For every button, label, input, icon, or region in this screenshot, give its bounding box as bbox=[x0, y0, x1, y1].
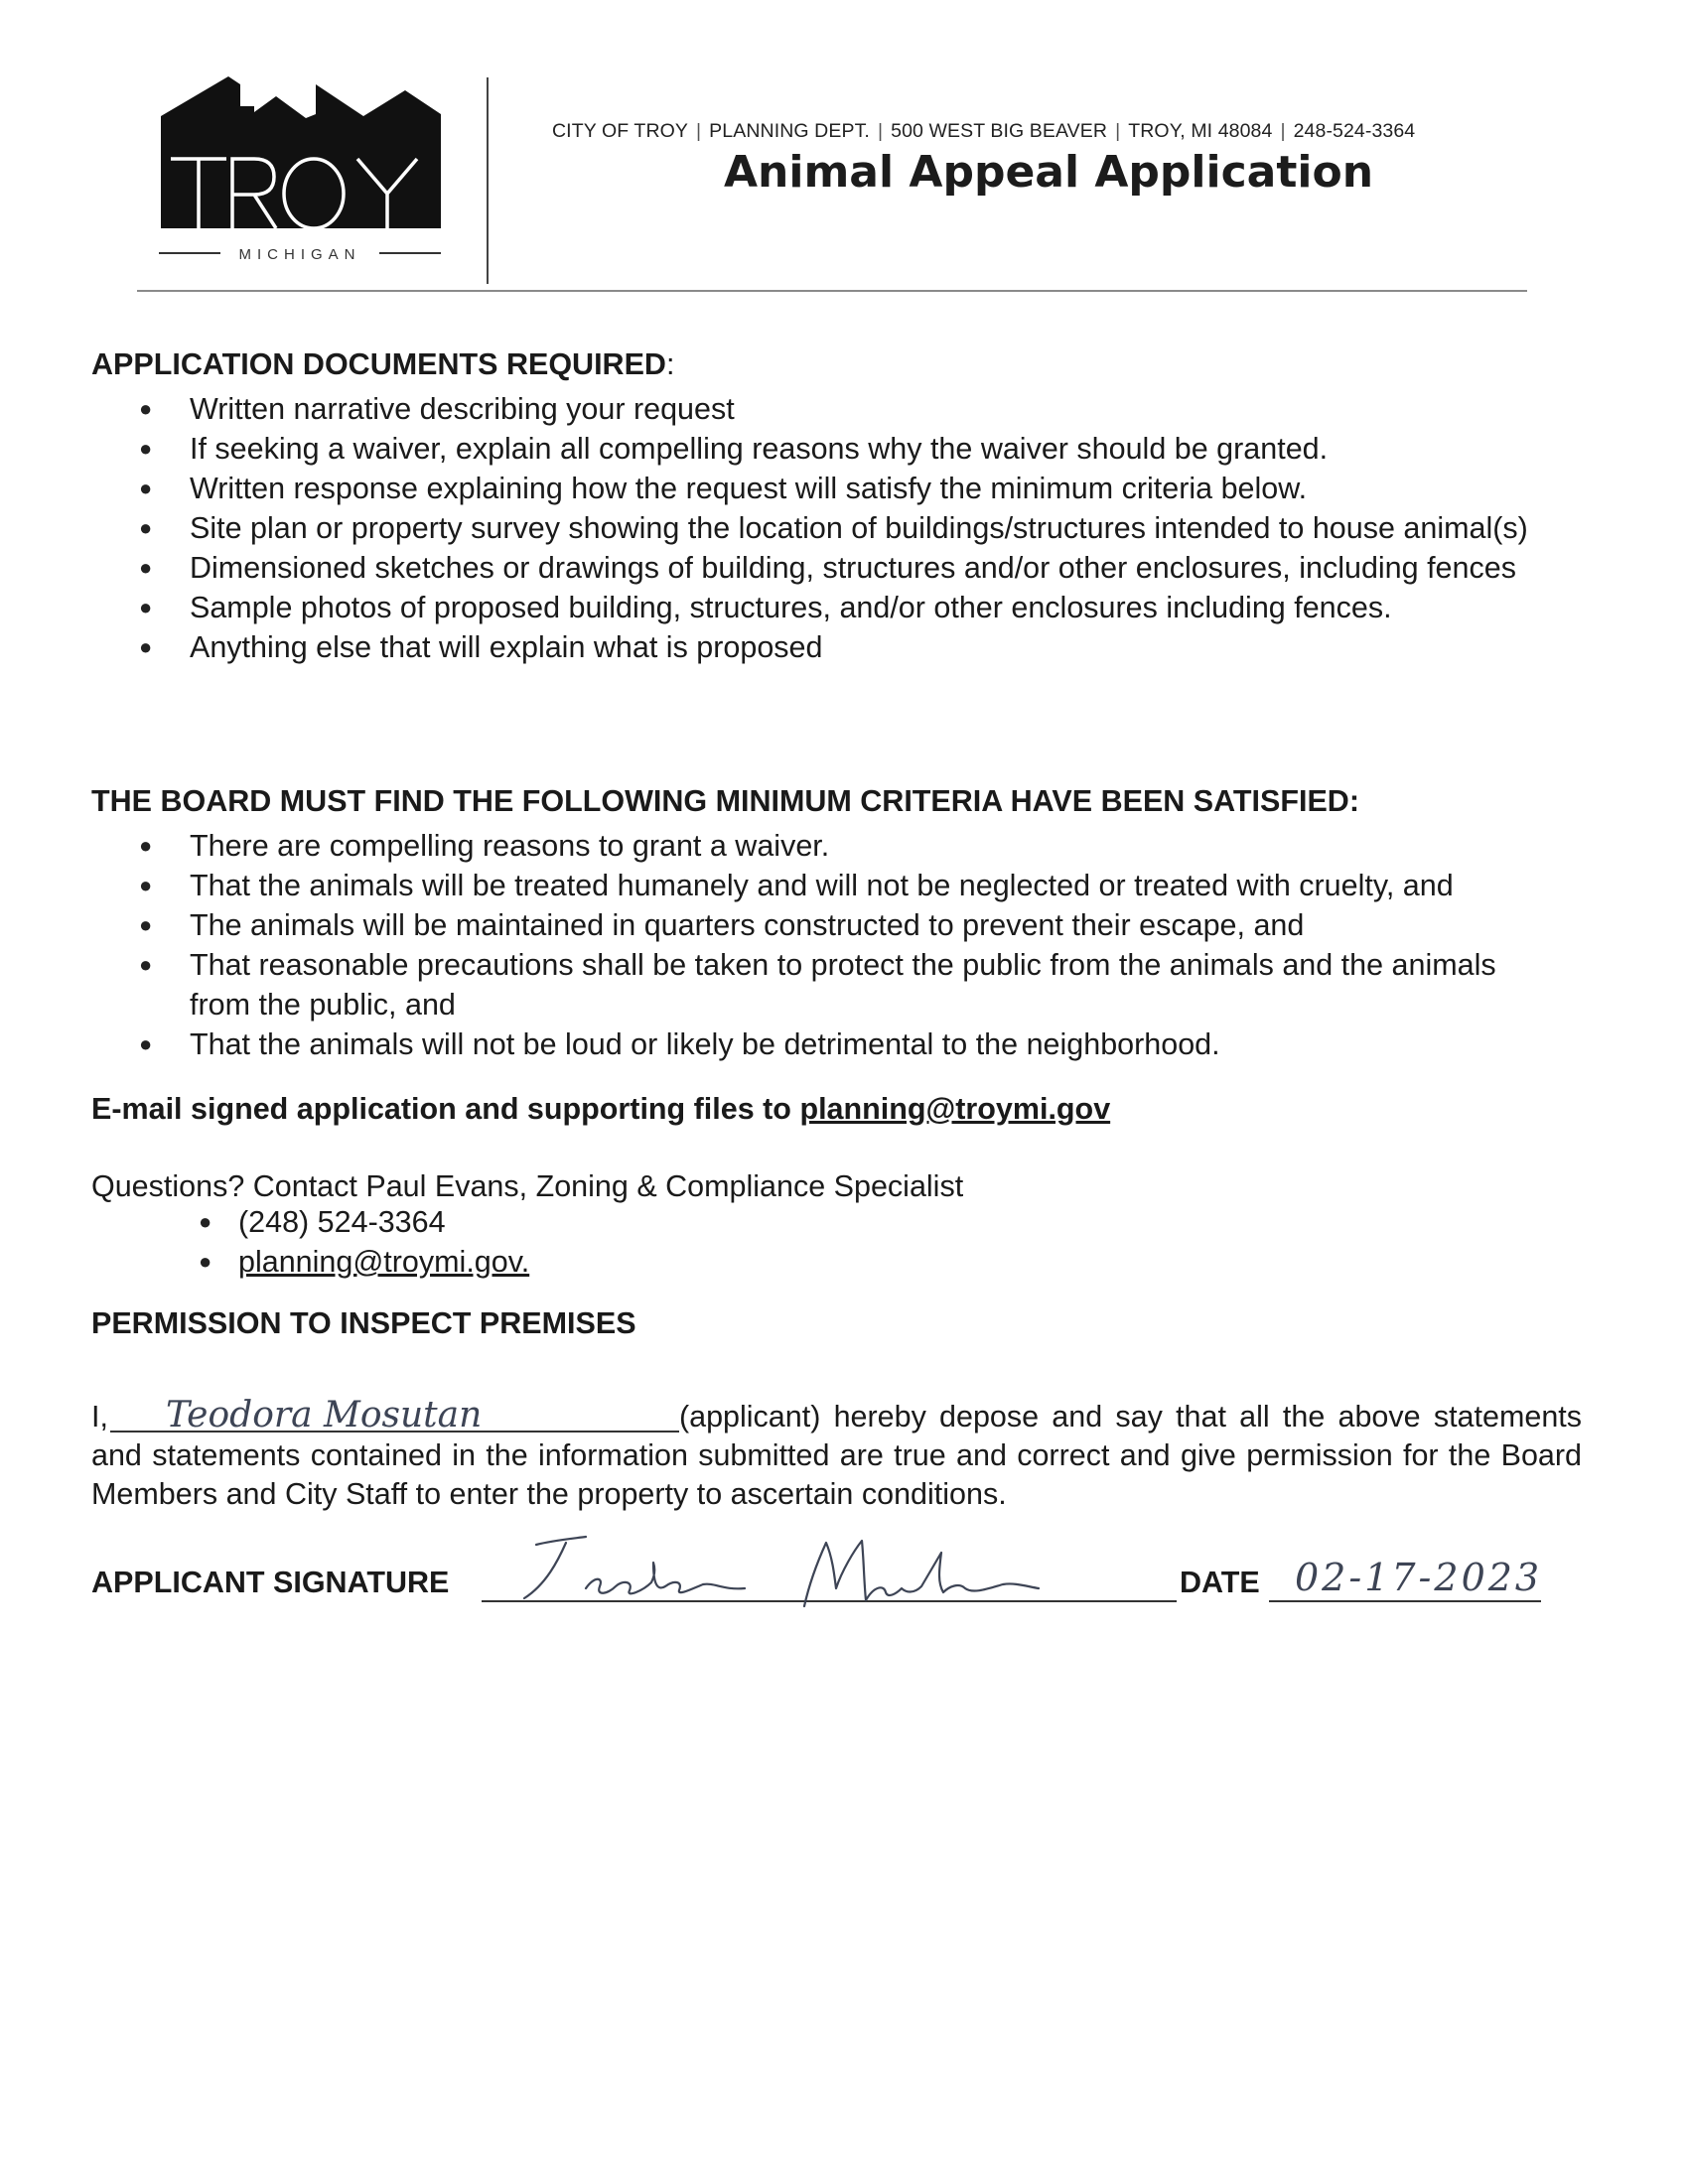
date-value: 02-17-2023 bbox=[1295, 1556, 1543, 1599]
documents-list bbox=[0, 389, 1580, 667]
contact-questions: Questions? Contact Paul Evans, Zoning & Compliance Specialist bbox=[91, 1169, 964, 1203]
list-item bbox=[0, 548, 1540, 588]
list-item bbox=[0, 1024, 1580, 1064]
list-item bbox=[0, 945, 1520, 1024]
criteria-heading: THE BOARD MUST FIND THE FOLLOWING MINIMUM CRITERIA HAVE BEEN SATISFIED: bbox=[91, 784, 1359, 818]
form-title: Animal Appeal Application bbox=[724, 147, 1374, 198]
list-item bbox=[0, 826, 1580, 866]
documents-heading bbox=[91, 347, 674, 382]
date-line[interactable] bbox=[1269, 1600, 1541, 1602]
date-label: DATE bbox=[1180, 1566, 1260, 1599]
bullet-icon: ● bbox=[139, 436, 153, 461]
applicant-signature bbox=[506, 1529, 1062, 1613]
header-contact-line: CITY OF TROY | PLANNING DEPT. | 500 WEST BIG BEAVER | TROY, MI 48084 | 248-524-3364 bbox=[552, 120, 1416, 142]
list-item-text: Dimensioned sketches or drawings of building, structures and/or other enclosures, including fences bbox=[190, 551, 1516, 585]
permission-heading: PERMISSION TO INSPECT PREMISES bbox=[91, 1306, 636, 1340]
bullet-icon: ● bbox=[199, 1209, 212, 1234]
bullet-icon: ● bbox=[139, 833, 153, 858]
contact-list bbox=[0, 1202, 529, 1282]
applicant-name: Teodora Mosutan bbox=[165, 1395, 483, 1435]
bullet-icon: ● bbox=[139, 476, 153, 500]
list-item-text: There are compelling reasons to grant a waiver. bbox=[190, 829, 830, 863]
bullet-icon: ● bbox=[139, 952, 153, 977]
contact-phone: (248) 524-3364 bbox=[238, 1205, 446, 1239]
criteria-list bbox=[0, 826, 1580, 1064]
submission-email-link[interactable]: planning@troymi.gov bbox=[799, 1092, 1111, 1126]
permission-statement bbox=[91, 1395, 1582, 1514]
list-item-text: Sample photos of proposed building, structures, and/or other enclosures including fences. bbox=[190, 591, 1392, 624]
list-item bbox=[0, 429, 1580, 469]
list-item bbox=[0, 508, 1540, 548]
list-item-text: Written response explaining how the request will satisfy the minimum criteria below. bbox=[190, 472, 1308, 505]
list-item-text: Written narrative describing your request bbox=[190, 392, 735, 426]
header-address: 500 WEST BIG BEAVER bbox=[891, 120, 1108, 142]
bullet-icon: ● bbox=[139, 515, 153, 540]
bullet-icon: ● bbox=[139, 634, 153, 659]
list-item bbox=[0, 389, 1580, 429]
permission-statement-text: (applicant) hereby depose and say that all the above statements and statements contained in the information submitted are true and correct and give permission for the Board Members and City Staff to enter the property to ascertain conditions. bbox=[91, 1400, 1582, 1511]
applicant-name-field[interactable] bbox=[110, 1395, 679, 1435]
documents-heading-colon: : bbox=[665, 347, 675, 381]
header-rule bbox=[137, 290, 1527, 292]
bullet-icon: ● bbox=[139, 1031, 153, 1056]
list-item bbox=[0, 469, 1580, 508]
applicant-signature-label: APPLICANT SIGNATURE bbox=[91, 1566, 450, 1599]
list-item bbox=[0, 1202, 529, 1242]
list-item-text: If seeking a waiver, explain all compelling reasons why the waiver should be granted. bbox=[190, 432, 1329, 466]
bullet-icon: ● bbox=[199, 1249, 212, 1274]
list-item-text: Anything else that will explain what is proposed bbox=[190, 630, 823, 664]
bullet-icon: ● bbox=[139, 912, 153, 937]
bullet-icon: ● bbox=[139, 873, 153, 897]
header-phone: 248-524-3364 bbox=[1293, 120, 1416, 142]
bullet-icon: ● bbox=[139, 595, 153, 619]
header-department: PLANNING DEPT. bbox=[709, 120, 870, 142]
list-item bbox=[0, 627, 1580, 667]
bullet-icon: ● bbox=[139, 555, 153, 580]
list-item-text: Site plan or property survey showing the location of buildings/structures intended to house animal(s) bbox=[190, 511, 1528, 545]
logo-subtitle: MICHIGAN bbox=[238, 246, 361, 263]
list-item bbox=[0, 1242, 529, 1282]
bullet-icon: ● bbox=[139, 396, 153, 421]
list-item bbox=[0, 905, 1580, 945]
header-city: CITY OF TROY bbox=[552, 120, 688, 142]
list-item bbox=[0, 588, 1580, 627]
troy-michigan-logo bbox=[159, 74, 441, 283]
submission-instruction bbox=[91, 1092, 1110, 1127]
header-divider bbox=[487, 77, 489, 284]
header-city-state: TROY, MI 48084 bbox=[1128, 120, 1273, 142]
documents-heading-text: APPLICATION DOCUMENTS REQUIRED bbox=[91, 347, 666, 381]
list-item-text: The animals will be maintained in quarters constructed to prevent their escape, and bbox=[190, 908, 1305, 942]
permission-prefix: I, bbox=[91, 1400, 108, 1433]
list-item-text: That the animals will not be loud or likely be detrimental to the neighborhood. bbox=[190, 1027, 1220, 1061]
contact-email-link[interactable]: planning@troymi.gov. bbox=[238, 1245, 530, 1279]
list-item-text: That the animals will be treated humanely and will not be neglected or treated with cruelty, and bbox=[190, 869, 1454, 902]
submission-text: E-mail signed application and supporting files to bbox=[91, 1092, 791, 1126]
list-item bbox=[0, 866, 1580, 905]
list-item-text: That reasonable precautions shall be taken to protect the public from the animals and the animals from the public, and bbox=[190, 948, 1496, 1022]
